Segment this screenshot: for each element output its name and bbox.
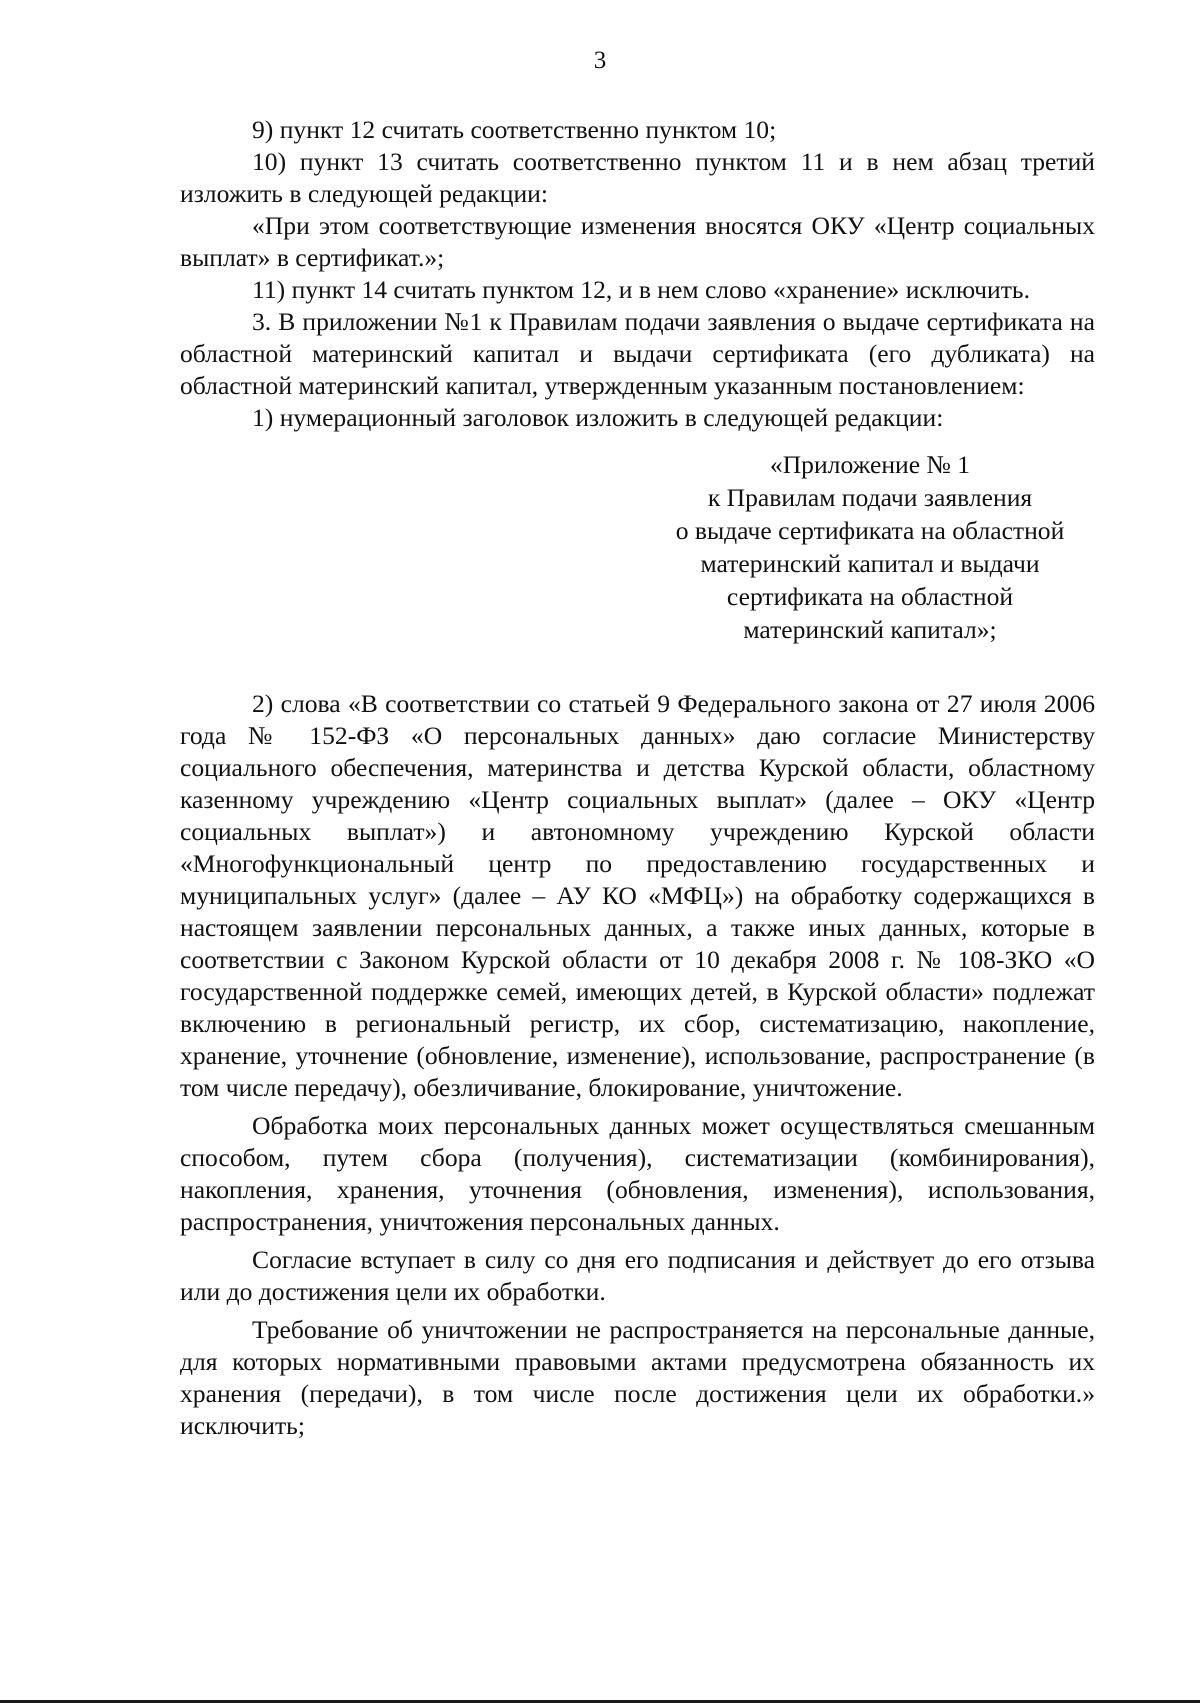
appendix-heading-line: материнский капитал и выдачи (700, 549, 1040, 578)
appendix-heading-line: материнский капитал»; (743, 615, 997, 644)
appendix-heading-line: о выдаче сертификата на областной (675, 516, 1065, 545)
paragraph: Обработка моих персональных данных может осуществляться смешанным способом, путем сбора (получения), систематизации (комбинирования), накопления, хранения, уточнения (обновления, изменения), использования, распространения, уничтожения персональных данных. (180, 1111, 1095, 1236)
paragraph: 10) пункт 13 считать соответственно пунктом 11 и в нем абзац третий изложить в следующей редакции: (180, 147, 1095, 208)
appendix-heading-line: «Приложение № 1 (769, 450, 971, 479)
paragraph: Требование об уничтожении не распространяется на персональные данные, для которых нормативными правовыми актами предусмотрена обязанность их хранения (передачи), в том числе после достижения цели их обработки.» исключить; (180, 1315, 1095, 1440)
document-body (180, 114, 1095, 1442)
paragraph: «При этом соответствующие изменения вносятся ОКУ «Центр социальных выплат» в сертификат.»; (180, 211, 1095, 272)
appendix-heading-block (650, 448, 1090, 646)
page-number: 3 (593, 47, 607, 74)
paragraph: 2) слова «В соответствии со статьей 9 Федерального закона от 27 июля 2006 года № 152-ФЗ «О персональных данных» даю согласие Министерству социального обеспечения, материнства и детства Курской области, областному казенному учреждению «Центр социальных выплат» (далее – ОКУ «Центр социальных выплат») и автономному учреждению Курской области «Многофункциональный центр по предоставлению государственных и муниципальных услуг» (далее – АУ КО «МФЦ») на обработку содержащихся в настоящем заявлении персональных данных, а также иных данных, которые в соответствии с Законом Курской области от 10 декабря 2008 г. № 108-ЗКО «О государственной поддержке семей, имеющих детей, в Курской области» подлежат включению в региональный регистр, их сбор, систематизацию, накопление, хранение, уточнение (обновление, изменение), использование, распространение (в том числе передачу), обезличивание, блокирование, уничтожение. (180, 689, 1095, 1102)
appendix-heading-line: к Правилам подачи заявления (707, 483, 1033, 512)
paragraph: Согласие вступает в силу со дня его подписания и действует до его отзыва или до достижения цели их обработки. (180, 1245, 1095, 1306)
paragraph: 3. В приложении №1 к Правилам подачи заявления о выдаче сертификата на областной материнский капитал и выдачи сертификата (его дубликата) на областной материнский капитал, утвержденным указанным постановлением: (180, 307, 1095, 400)
appendix-heading-line: сертификата на областной (726, 582, 1014, 611)
paragraph: 9) пункт 12 считать соответственно пунктом 10; (252, 115, 777, 144)
paragraph: 1) нумерационный заголовок изложить в следующей редакции: (252, 403, 944, 432)
paragraph: 11) пункт 14 считать пунктом 12, и в нем слово «хранение» исключить. (252, 275, 1030, 304)
